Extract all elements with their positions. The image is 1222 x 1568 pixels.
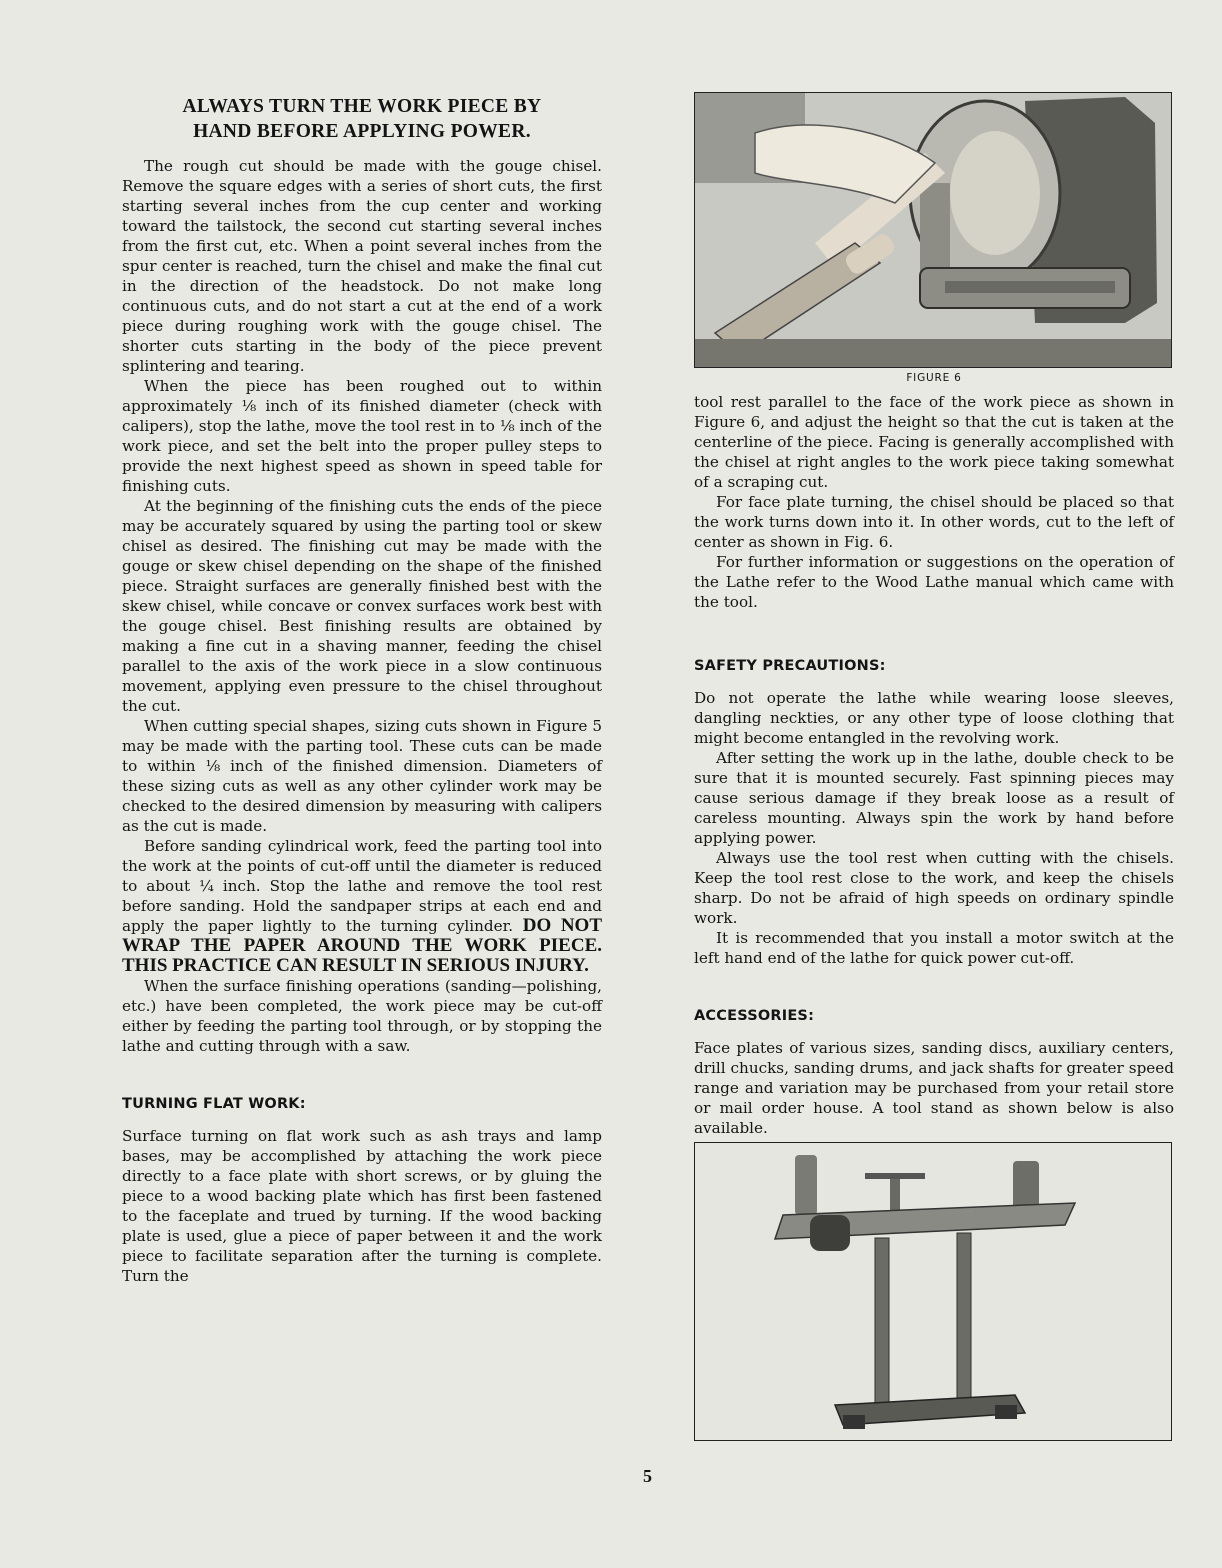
special-shapes-paragraph: When cutting special shapes, sizing cuts shown in Figure 5 may be made with the parting tool. These cuts can be made to within ⅛ inch of the finished dimension. Diameters of these sizing cuts as well as any other cylinder work may be checked to the desired dimension by measuring with calipers as the cut is made. <box>122 717 602 835</box>
main-warning-heading <box>122 94 602 144</box>
lathe-on-stand-illustration <box>695 1143 1171 1440</box>
cut-off-paragraph: When the surface finishing operations (sanding—polishing, etc.) have been completed, the work piece may be cut-off either by feeding the parting tool through, or by stopping the lathe and cutting through with a saw. <box>122 977 602 1055</box>
tool-stand-photo <box>694 1142 1172 1441</box>
safety-clothing-paragraph: Do not operate the lathe while wearing loose sleeves, dangling neckties, or any other type of loose clothing that might become entangled in the revolving work. <box>694 689 1174 747</box>
flat-work-paragraph: Surface turning on flat work such as ash trays and lamp bases, may be accomplished by attaching the work piece directly to a face plate with short screws, or by gluing the piece to a wood backing plate which has first been fastened to the faceplate and trued by turning. If the wood backing plate is used, glue a piece of paper between it and the work piece to facilitate separation after the turning is complete. Turn the <box>122 1127 602 1285</box>
right-column <box>694 92 1174 1441</box>
safety-precautions-heading: SAFETY PRECAUTIONS: <box>694 658 886 674</box>
further-info-paragraph: For further information or suggestions on the operation of the Lathe refer to the Wood Lathe manual which came with the tool. <box>694 553 1174 611</box>
face-plate-paragraph: For face plate turning, the chisel should be placed so that the work turns down into it. In other words, cut to the left of center as shown in Fig. 6. <box>694 493 1174 551</box>
accessories-paragraph: Face plates of various sizes, sanding discs, auxiliary centers, drill chucks, sanding drums, and jack shafts for greater speed range and variation may be purchased from your retail store or mail order house. A tool stand as shown below is also available. <box>694 1039 1174 1137</box>
rough-cut-paragraph: The rough cut should be made with the gouge chisel. Remove the square edges with a series of short cuts, the first starting several inches from the cup center and working toward the tailstock, the second cut starting several inches from the first cut, etc. When a point several inches from the spur center is reached, turn the chisel and make the final cut in the direction of the headstock. Do not make long continuous cuts, and do not start a cut at the end of a work piece during roughing work with the gouge chisel. The shorter cuts starting in the body of the piece prevent splintering and tearing. <box>122 157 602 375</box>
figure-6-caption: FIGURE 6 <box>906 372 962 384</box>
heading-line-2: HAND BEFORE APPLYING POWER. <box>193 121 531 142</box>
roughed-out-paragraph: When the piece has been roughed out to within approximately ⅛ inch of its finished diameter (check with calipers), stop the lathe, move the tool rest in to ⅛ inch of the work piece, and set the belt into the proper pulley steps to provide the next highest speed as shown in speed table for finishing cuts. <box>122 377 602 495</box>
finishing-cuts-paragraph: At the beginning of the finishing cuts the ends of the piece may be accurately squared by using the parting tool or skew chisel as desired. The finishing cut may be made with the gouge or skew chisel depending on the shape of the finished piece. Straight surfaces are generally finished best with the skew chisel, while concave or convex surfaces work best with the gouge chisel. Best finishing results are obtained by making a fine cut in a shaving manner, feeding the chisel parallel to the axis of the work piece in a slow continuous movement, applying even pressure to the chisel throughout the cut. <box>122 497 602 715</box>
safety-motor-switch-paragraph: It is recommended that you install a motor switch at the left hand end of the lathe for quick power cut-off. <box>694 929 1174 967</box>
safety-mounting-paragraph: After setting the work up in the lathe, double check to be sure that it is mounted securely. Fast spinning pieces may cause serious damage if they break loose as a result of careless mounting. Always spin the work by hand before applying power. <box>694 749 1174 847</box>
accessories-heading: ACCESSORIES: <box>694 1008 815 1024</box>
heading-line-1: ALWAYS TURN THE WORK PIECE BY <box>182 96 542 117</box>
page-number: 5 <box>643 1466 652 1486</box>
turning-flat-work-heading: TURNING FLAT WORK: <box>122 1096 306 1112</box>
left-column <box>122 92 602 1286</box>
sanding-text: Before sanding cylindrical work, feed the parting tool into the work at the points of cut-off until the diameter is reduced to about ¼ inch. Stop the lathe and remove the tool rest before sanding. Hold the sandpaper strips at each end and apply the paper lightly to the turning cylinder. <box>122 837 602 935</box>
sanding-paragraph <box>122 836 602 976</box>
figure-6-photo <box>694 92 1172 368</box>
lathe-faceplate-illustration <box>695 93 1171 367</box>
sanding-warning: DO NOT WRAP THE PAPER AROUND THE WORK PIECE. THIS PRACTICE CAN RESULT IN SERIOUS INJURY. <box>122 915 602 976</box>
safety-tool-rest-paragraph: Always use the tool rest when cutting with the chisels. Keep the tool rest close to the work, and keep the chisels sharp. Do not be afraid of high speeds on ordinary spindle work. <box>694 849 1174 927</box>
tool-rest-paragraph: tool rest parallel to the face of the work piece as shown in Figure 6, and adjust the height so that the cut is taken at the centerline of the piece. Facing is generally accomplished with the chisel at right angles to the work piece taking somewhat of a scraping cut. <box>694 393 1174 491</box>
